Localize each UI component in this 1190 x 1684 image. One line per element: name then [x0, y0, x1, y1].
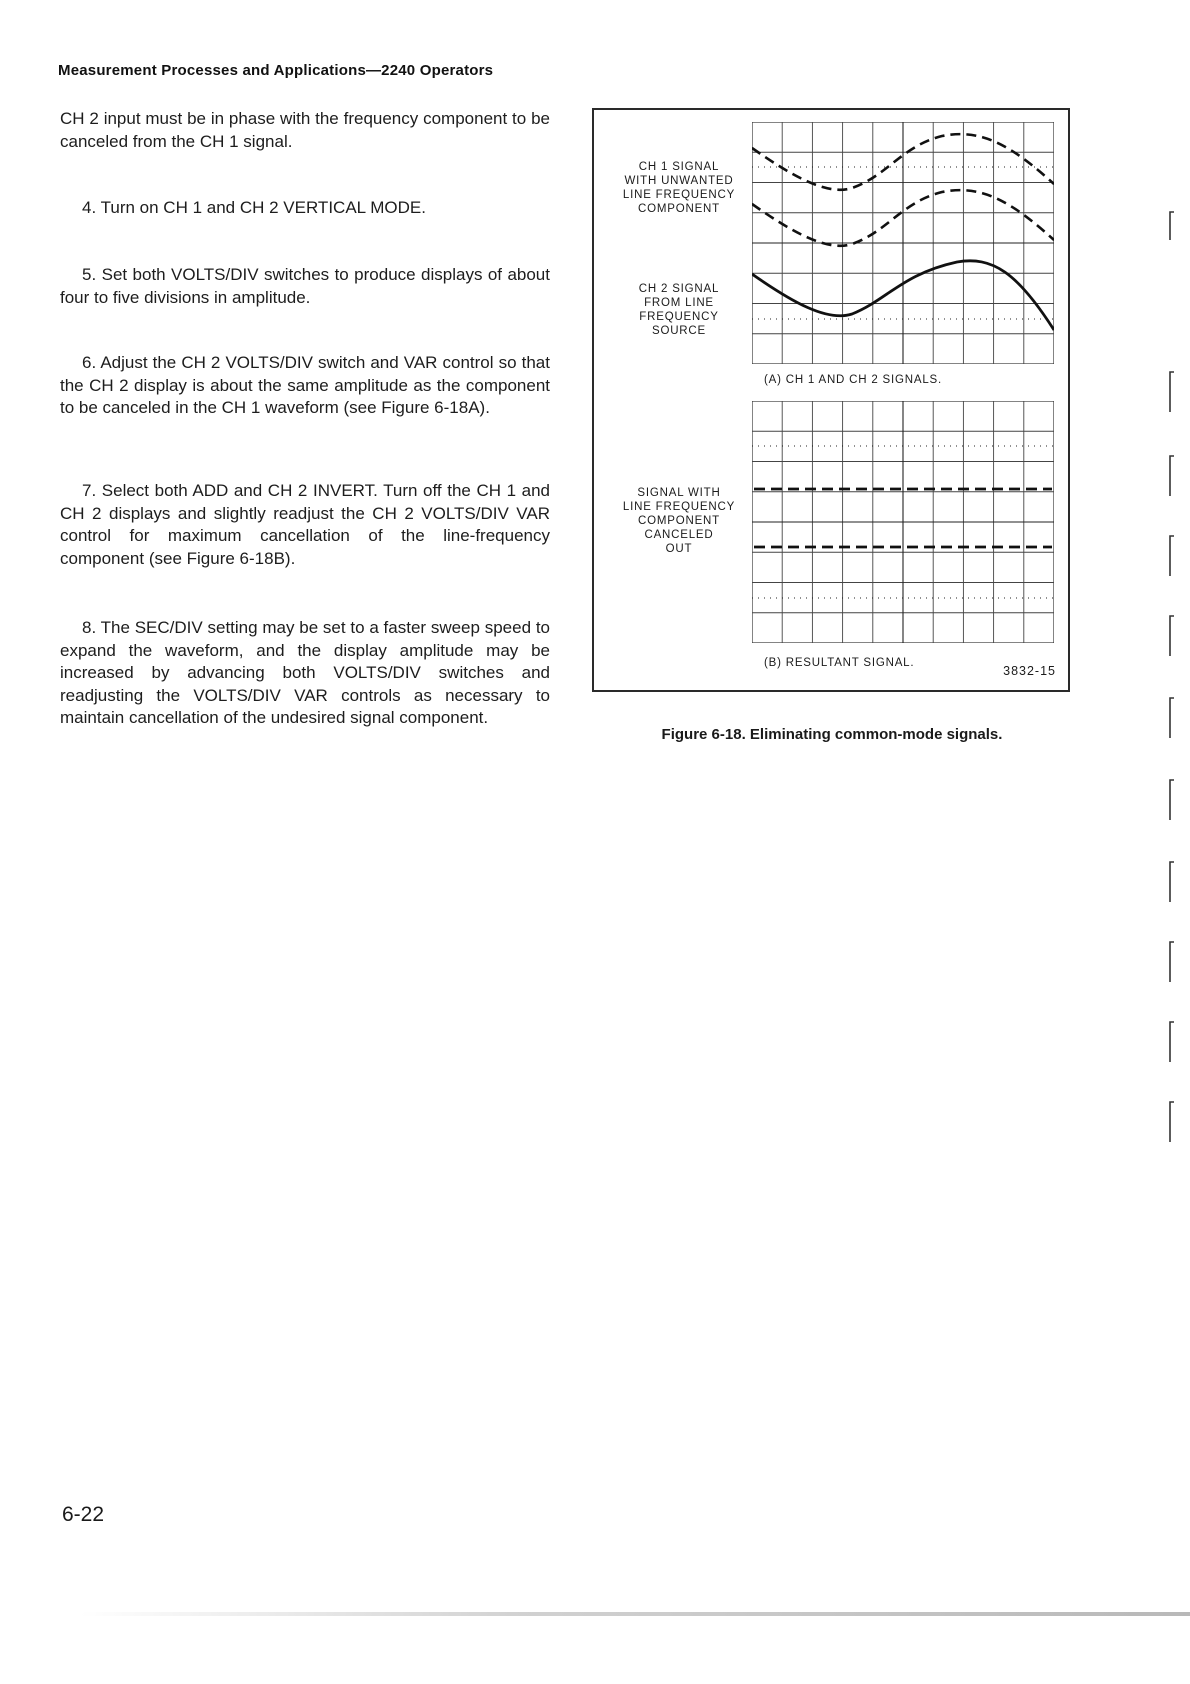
step-number: 7. — [82, 481, 97, 500]
resultant-signal-label: SIGNAL WITH LINE FREQUENCY COMPONENT CANCELED OUT — [622, 487, 736, 555]
graticule-b — [752, 401, 1054, 643]
step-8 — [60, 617, 550, 730]
panel-b-caption: (B) RESULTANT SIGNAL. — [764, 657, 915, 669]
step-6 — [60, 352, 550, 420]
page-number: 6-22 — [62, 1503, 105, 1526]
step-text: Adjust the CH 2 VOLTS/DIV switch and VAR control so that the CH 2 display is about the same amplitude as the component to be canceled in the CH 1 waveform (see Figure 6-18A). — [60, 353, 550, 417]
binding-hole-marks — [1160, 200, 1190, 1600]
step-number: 5. — [82, 265, 97, 284]
figure-caption: Figure 6-18. Eliminating common-mode signals. — [661, 726, 1003, 743]
step-number: 4. — [82, 198, 97, 217]
step-number: 6. — [82, 353, 97, 372]
scope-screen-b — [752, 401, 1054, 643]
graticule-a — [752, 122, 1054, 364]
step-4 — [60, 197, 550, 220]
scan-bottom-edge — [80, 1612, 1190, 1616]
running-header: Measurement Processes and Applications—2240 Operators — [58, 62, 494, 79]
ch1-signal-label: CH 1 SIGNAL WITH UNWANTED LINE FREQUENCY COMPONENT — [622, 161, 736, 215]
step-text: Set both VOLTS/DIV switches to produce displays of about four to five divisions in amplitude. — [60, 265, 550, 307]
panel-a-caption: (A) CH 1 AND CH 2 SIGNALS. — [764, 374, 943, 386]
step-number: 8. — [82, 618, 97, 637]
step-text: The SEC/DIV setting may be set to a faster sweep speed to expand the waveform, and the display amplitude may be increased by advancing both VOLTS/DIV switches and readjusting the VOLTS/DIV VAR controls as necessary to maintain cancellation of the undesired signal component. — [60, 618, 550, 727]
scope-screen-a — [752, 122, 1054, 364]
step-5 — [60, 264, 550, 309]
step-text: Turn on CH 1 and CH 2 VERTICAL MODE. — [100, 198, 426, 217]
figure-id: 3832-15 — [1003, 664, 1056, 678]
figure-6-18 — [592, 108, 1070, 692]
step-7 — [60, 480, 550, 570]
ch2-signal-label: CH 2 SIGNAL FROM LINE FREQUENCY SOURCE — [638, 283, 720, 337]
intro-paragraph: CH 2 input must be in phase with the frequency component to be canceled from the CH 1 signal. — [60, 109, 550, 151]
step-text: Select both ADD and CH 2 INVERT. Turn off the CH 1 and CH 2 displays and slightly readjust the CH 2 VOLTS/DIV VAR control for maximum cancellation of the line-frequency component (see Figure 6-18B). — [60, 481, 550, 568]
